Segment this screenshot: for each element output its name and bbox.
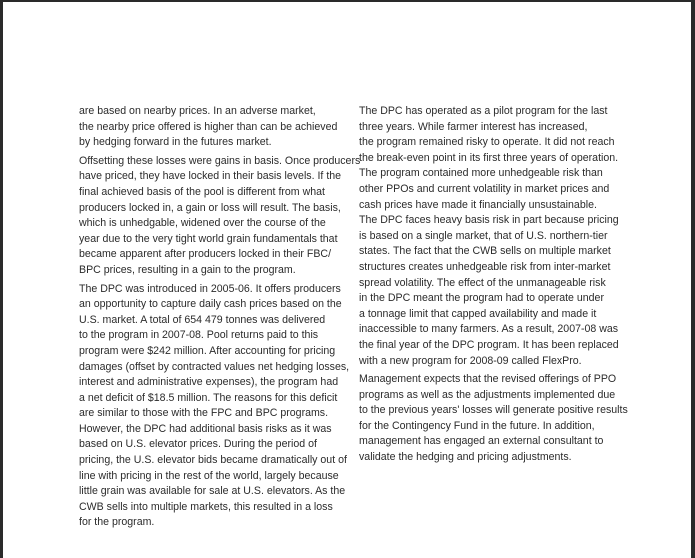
text-line: pricing, the U.S. elevator bids became dramatically out of [79, 454, 347, 467]
text-line: other PPOs and current volatility in market prices and [359, 182, 610, 195]
paragraph-management-expects [359, 372, 628, 466]
text-line: cash prices have made it financially unsustainable. [359, 198, 597, 211]
window-left-edge [0, 0, 3, 558]
text-line: became apparent after producers locked in their FBC/ [79, 248, 332, 261]
text-line: three years. While farmer interest has increased, [359, 120, 588, 133]
paragraph-adverse-market [79, 104, 344, 151]
text-line: the nearby price offered is higher than can be achieved [79, 120, 338, 133]
text-line: final achieved basis of the pool is different from what [79, 185, 325, 198]
text-line: Management expects that the revised offerings of PPO [359, 373, 617, 386]
text-line: spread volatility. The effect of the unmanageable risk [359, 276, 606, 289]
text-line: CWB sells into multiple markets, this resulted in a loss [79, 500, 333, 513]
text-line: The DPC faces heavy basis risk in part because pricing [359, 214, 619, 227]
text-line: inaccessible to many farmers. As a result, 2007-08 was [359, 323, 619, 336]
text-line: program were $242 million. After accounting for pricing [79, 344, 336, 357]
paragraph-dpc-pilot [359, 104, 621, 369]
text-line: for the program. [79, 516, 155, 529]
text-line: interest and administrative expenses), the program had [79, 376, 339, 389]
window-top-edge [0, 0, 695, 2]
text-line: is based on a single market, that of U.S. northern-tier [359, 229, 608, 242]
text-line: are based on nearby prices. In an adverse market, [79, 105, 316, 117]
text-line: the program remained risky to operate. It did not reach [359, 136, 615, 149]
text-line: with a new program for 2008-09 called FlexPro. [359, 354, 582, 367]
text-line: to the program in 2007-08. Pool returns paid to this [79, 329, 319, 342]
text-line: the final year of the DPC program. It has been replaced [359, 338, 619, 351]
text-line: to the previous years' losses will generate positive results [359, 404, 628, 417]
text-line: states. The fact that the CWB sells on multiple market [359, 245, 611, 258]
text-line: a net deficit of $18.5 million. The reasons for this deficit [79, 391, 338, 404]
text-line: line with pricing in the rest of the world, largely because [79, 469, 339, 482]
text-line: damages (offset by contracted values net hedging losses, [79, 360, 350, 373]
text-line: management has engaged an external consultant to [359, 435, 604, 448]
paragraph-basis-gains [79, 154, 361, 279]
text-line: a tonnage limit that capped availability and made it [359, 307, 597, 320]
text-line: the break-even point in its first three years of operation. [359, 151, 619, 164]
text-line: However, the DPC had additional basis risks as it was [79, 422, 332, 435]
text-line: year due to the very tight world grain fundamentals that [79, 232, 338, 245]
text-line: little grain was available for sale at U.S. elevators. As the [79, 485, 346, 498]
text-line: for the Contingency Fund in the future. In addition, [359, 419, 595, 432]
text-line: The program contained more unhedgeable risk than [359, 167, 603, 180]
text-line: BPC prices, resulting in a gain to the program. [79, 263, 296, 276]
window-right-edge [691, 0, 695, 558]
text-line: an opportunity to capture daily cash prices based on the [79, 298, 342, 311]
paragraph-dpc-introduction [79, 282, 350, 532]
left-text-column [79, 104, 361, 534]
text-line: are similar to those with the FPC and BPC programs. [79, 407, 329, 420]
text-line: by hedging forward in the futures market. [79, 136, 272, 149]
text-line: in the DPC meant the program had to operate under [359, 292, 604, 305]
text-line: The DPC was introduced in 2005-06. It offers producers [79, 282, 341, 295]
text-line: structures creates unhedgeable risk from inter-market [359, 260, 611, 273]
text-line: validate the hedging and pricing adjustments. [359, 451, 572, 464]
text-line: programs as well as the adjustments implemented due [359, 388, 616, 401]
text-line: have priced, they have locked in their basis levels. If the [79, 170, 342, 183]
text-line: Offsetting these losses were gains in basis. Once producers [79, 154, 361, 167]
text-line: U.S. market. A total of 654 479 tonnes was delivered [79, 313, 326, 326]
text-line: producers locked in, a gain or loss will result. The basis, [79, 201, 341, 214]
text-line: based on U.S. elevator prices. During the period of [79, 438, 317, 451]
text-line: The DPC has operated as a pilot program for the last [359, 105, 608, 117]
text-line: which is unhedgable, widened over the course of the [79, 217, 326, 230]
right-text-column [359, 104, 628, 469]
